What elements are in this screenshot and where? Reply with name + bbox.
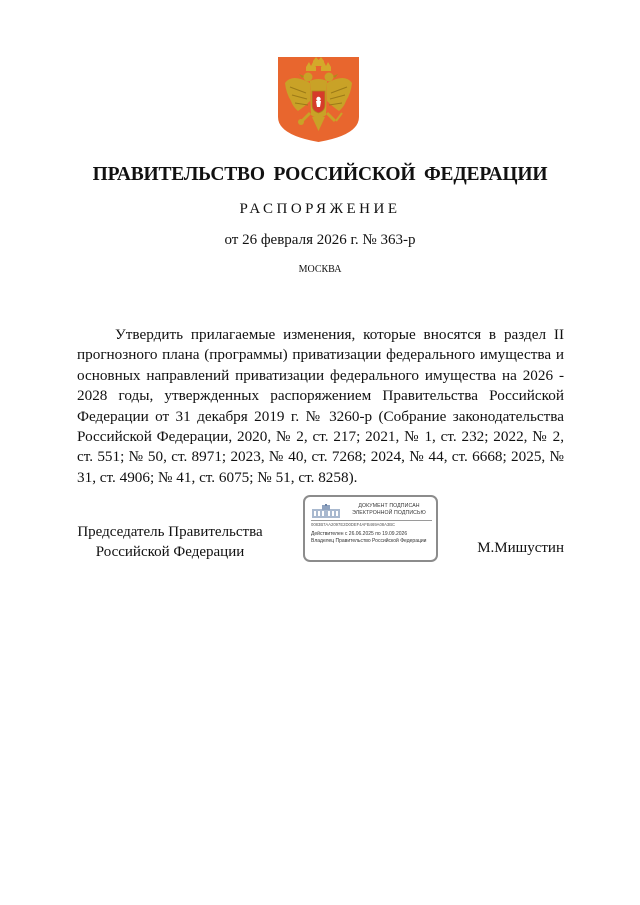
body-paragraph: Утвердить прилагаемые изменения, которые вносятся в раздел II прогнозного плана (программы) приватизации федерального имущества и основных направлений приватизации федерального имущества на 2026 - 2028 годы, утвержденных распоряжением Правительства Российской Федерации от 31 декабря 2019 г. № 3260-р (Собрание законодательства Российской Федерации, 2020, № 2, ст. 217; 2021, № 1, ст. 232; 2022, № 2, ст. 551; № 50, ст. 8971; 2023, № 40, ст. 7268; 2024, № 44, ст. 6668; 2025, № 31, ст. 4906; № 41, ст. 6075; № 51, ст. 8258). xyxy=(77,326,564,486)
signer-position-line2: Российской Федерации xyxy=(95,544,245,560)
stamp-title: ДОКУМЕНТ ПОДПИСАН ЭЛЕКТРОННОЙ ПОДПИСЬЮ xyxy=(352,503,426,516)
document-date-number: от 26 февраля 2026 г. № 363-р xyxy=(224,232,416,248)
electronic-signature-stamp xyxy=(303,495,438,562)
signer-name: М.Мишустин xyxy=(477,540,564,556)
document-type: РАСПОРЯЖЕНИЕ xyxy=(239,201,401,217)
stamp-validity: Действителен с 26.06.2025 по 19.09.2026 xyxy=(311,531,408,537)
coat-of-arms-icon xyxy=(276,55,361,144)
stamp-owner: Владелец Правительство Российской Федерации xyxy=(311,538,427,544)
signer-position-line1: Председатель Правительства xyxy=(77,524,263,540)
government-building-icon xyxy=(311,504,341,519)
document-city: МОСКВА xyxy=(298,264,342,275)
stamp-certificate-serial: 0083B7AA2097E2D0DEF4AFB469A08A3BC xyxy=(311,522,396,527)
stamp-divider xyxy=(311,520,432,521)
government-title: ПРАВИТЕЛЬСТВО РОССИЙСКОЙ ФЕДЕРАЦИИ xyxy=(92,164,548,185)
signer-position xyxy=(70,522,270,562)
